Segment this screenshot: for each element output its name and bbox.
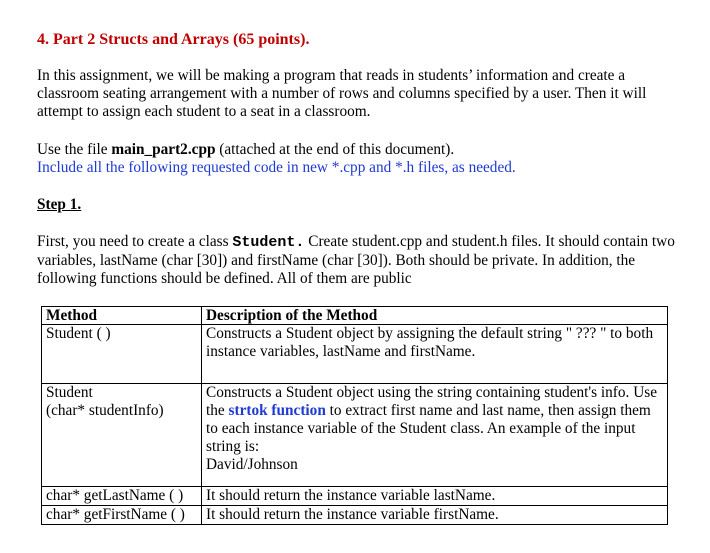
description-cell: Constructs a Student object by assigning the default string " ??? " to both instance variables, lastName and firstName. bbox=[202, 325, 668, 384]
table-row bbox=[42, 487, 668, 506]
intro-paragraph: In this assignment, we will be making a program that reads in students’ information and create a classroom seating arrangement with a number of rows and columns specified by a user. Then it will attempt to assign each student to a seat in a classroom. bbox=[37, 67, 647, 120]
class-name: Student. bbox=[232, 234, 305, 251]
description-cell: It should return the instance variable lastName. bbox=[202, 487, 668, 506]
method-cell: char* getFirstName ( ) bbox=[42, 506, 202, 525]
use-file-suffix: (attached at the end of this document). bbox=[215, 141, 455, 158]
file-name: main_part2.cpp bbox=[111, 141, 216, 158]
description-cell bbox=[202, 384, 668, 487]
method-name: Student bbox=[46, 384, 93, 401]
description-cell: It should return the instance variable firstName. bbox=[202, 506, 668, 525]
method-cell bbox=[42, 384, 202, 487]
example-input: David/Johnson bbox=[206, 456, 298, 473]
table-row bbox=[42, 506, 668, 525]
step-1-text-after: Create student.cpp and student.h files. It should contain two variables, lastName (char [30]) and firstName (char [30]). Both should be private. In addition, the following functions should be defined. All of them are public bbox=[37, 233, 675, 287]
step-1-text-before: First, you need to create a class bbox=[37, 233, 233, 250]
description-text-before: Constructs a Student object using the string containing student's info. Use the bbox=[206, 384, 657, 419]
method-cell: Student ( ) bbox=[42, 325, 202, 384]
include-note: Include all the following requested code in new *.cpp and *.h files, as needed. bbox=[37, 159, 516, 176]
method-params: (char* studentInfo) bbox=[46, 402, 164, 419]
use-file-prefix: Use the file bbox=[37, 141, 112, 158]
section-heading: 4. Part 2 Structs and Arrays (65 points). bbox=[37, 31, 310, 48]
method-header: Method bbox=[42, 307, 202, 325]
description-text-after: to extract first name and last name, then assign them to each instance variable of the Student class. An example of the input string is: bbox=[206, 402, 651, 455]
strtok-link[interactable]: strtok function bbox=[228, 402, 326, 419]
description-header: Description of the Method bbox=[202, 307, 668, 325]
method-cell: char* getLastName ( ) bbox=[42, 487, 202, 506]
table-row bbox=[42, 384, 668, 487]
step-1-title: Step 1. bbox=[37, 196, 82, 213]
step-1-paragraph bbox=[37, 233, 677, 288]
table-header-row bbox=[42, 307, 668, 325]
table-row bbox=[42, 325, 668, 384]
file-instructions bbox=[37, 141, 677, 177]
methods-table bbox=[41, 306, 668, 525]
